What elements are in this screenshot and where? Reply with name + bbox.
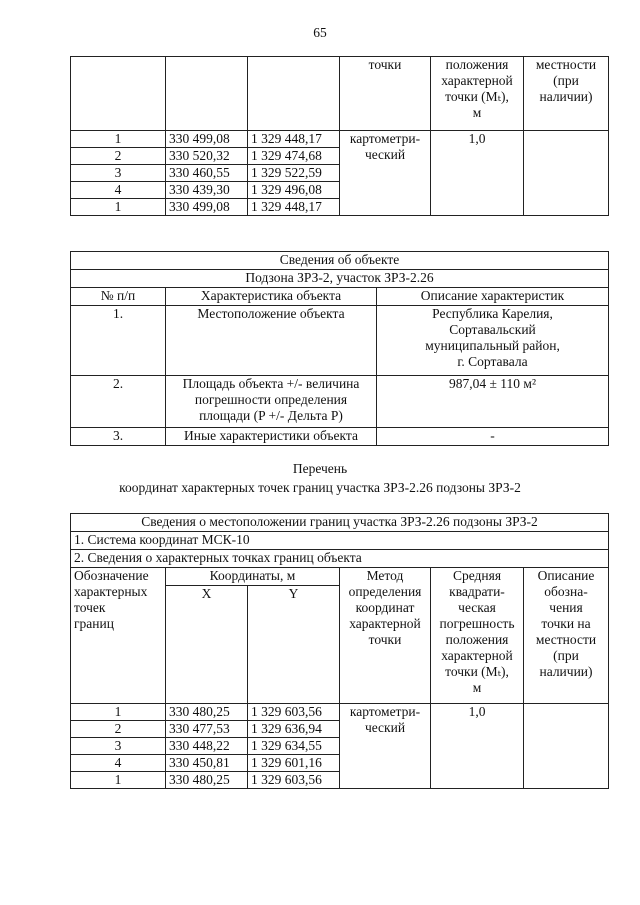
- coord-x: 330 448,22: [166, 738, 248, 755]
- row-number: 3.: [71, 428, 166, 446]
- point-number: 4: [71, 182, 166, 199]
- coord-y: 1 329 496,08: [248, 182, 340, 199]
- method-cell: картометри- ческий: [340, 704, 431, 789]
- points-section-title: 2. Сведения о характерных точках границ объекта: [71, 550, 609, 568]
- coord-x: 330 499,08: [166, 131, 248, 148]
- characteristic: Иные характеристики объекта: [166, 428, 377, 446]
- coord-y: 1 329 474,68: [248, 148, 340, 165]
- coord-y: 1 329 603,56: [248, 772, 340, 789]
- point-number: 1: [71, 772, 166, 789]
- header-cell: Характеристика объекта: [166, 288, 377, 306]
- coord-y: 1 329 603,56: [248, 704, 340, 721]
- table-row: [71, 306, 609, 376]
- point-number: 3: [71, 738, 166, 755]
- description-cell: [524, 704, 609, 789]
- object-info-title: Сведения об объекте: [71, 252, 609, 270]
- table-header-row: [71, 568, 609, 586]
- coord-x: 330 480,25: [166, 772, 248, 789]
- point-number: 2: [71, 721, 166, 738]
- coord-x: 330 477,53: [166, 721, 248, 738]
- table-row: [71, 376, 609, 428]
- coord-x: 330 460,55: [166, 165, 248, 182]
- header-precision: Средняя квадрати- ческая погрешность положения характерной точки (Mₜ), м: [431, 568, 524, 704]
- header-cell-description: местности (при наличии): [524, 57, 609, 131]
- coord-x: 330 450,81: [166, 755, 248, 772]
- coord-y: 1 329 636,94: [248, 721, 340, 738]
- row-number: 1.: [71, 306, 166, 376]
- header-cell: № п/п: [71, 288, 166, 306]
- header-method: Метод определения координат характерной точки: [340, 568, 431, 704]
- header-designation: Обозначение характерных точек границ: [71, 568, 166, 704]
- location-title: Сведения о местоположении границ участка ЗРЗ-2.26 подзоны ЗРЗ-2: [71, 514, 609, 532]
- header-description: Описание обозна- чения точки на местности (при наличии): [524, 568, 609, 704]
- coord-x: 330 520,32: [166, 148, 248, 165]
- table-header-row: [71, 288, 609, 306]
- header-cell-method: точки: [340, 57, 431, 131]
- header-cell-precision: положения характерной точки (Mₜ), м: [431, 57, 524, 131]
- coordinates-table-continued: [70, 56, 609, 216]
- point-number: 1: [71, 199, 166, 216]
- characteristic: Площадь объекта +/- величина погрешности определения площади (P +/- Дельта P): [166, 376, 377, 428]
- characteristic-description: 987,04 ± 110 м²: [377, 376, 609, 428]
- header-coordinates: Координаты, м: [166, 568, 340, 586]
- coord-x: 330 439,30: [166, 182, 248, 199]
- precision-cell: 1,0: [431, 704, 524, 789]
- precision-cell: 1,0: [431, 131, 524, 216]
- point-number: 4: [71, 755, 166, 772]
- page-number: 65: [313, 25, 327, 40]
- boundary-coordinates-table: [70, 513, 609, 789]
- point-number: 3: [71, 165, 166, 182]
- description-cell: [524, 131, 609, 216]
- header-cell: [166, 57, 248, 131]
- coord-y: 1 329 634,55: [248, 738, 340, 755]
- coord-y: 1 329 448,17: [248, 131, 340, 148]
- point-number: 1: [71, 131, 166, 148]
- point-number: 2: [71, 148, 166, 165]
- list-heading-subtitle: координат характерных точек границ участка ЗРЗ-2.26 подзоны ЗРЗ-2: [119, 480, 521, 495]
- table-header-row: [71, 57, 609, 131]
- coord-x: 330 480,25: [166, 704, 248, 721]
- row-number: 2.: [71, 376, 166, 428]
- table-row: [71, 131, 609, 148]
- coordinate-system: 1. Система координат МСК-10: [71, 532, 609, 550]
- coord-y: 1 329 448,17: [248, 199, 340, 216]
- table-row: [71, 428, 609, 446]
- header-cell: [248, 57, 340, 131]
- point-number: 1: [71, 704, 166, 721]
- list-heading-title: Перечень: [292, 461, 348, 476]
- object-info-subtitle: Подзона ЗРЗ-2, участок ЗРЗ-2.26: [71, 270, 609, 288]
- header-y: Y: [248, 586, 340, 704]
- header-x: X: [166, 586, 248, 704]
- coord-y: 1 329 601,16: [248, 755, 340, 772]
- characteristic-description: Республика Карелия, Сортавальский муниципальный район, г. Сортавала: [377, 306, 609, 376]
- table-row: [71, 704, 609, 721]
- characteristic-description: -: [377, 428, 609, 446]
- object-info-table: [70, 251, 609, 446]
- characteristic: Местоположение объекта: [166, 306, 377, 376]
- header-cell: Описание характеристик: [377, 288, 609, 306]
- method-cell: картометри- ческий: [340, 131, 431, 216]
- coord-y: 1 329 522,59: [248, 165, 340, 182]
- coord-x: 330 499,08: [166, 199, 248, 216]
- header-cell: [71, 57, 166, 131]
